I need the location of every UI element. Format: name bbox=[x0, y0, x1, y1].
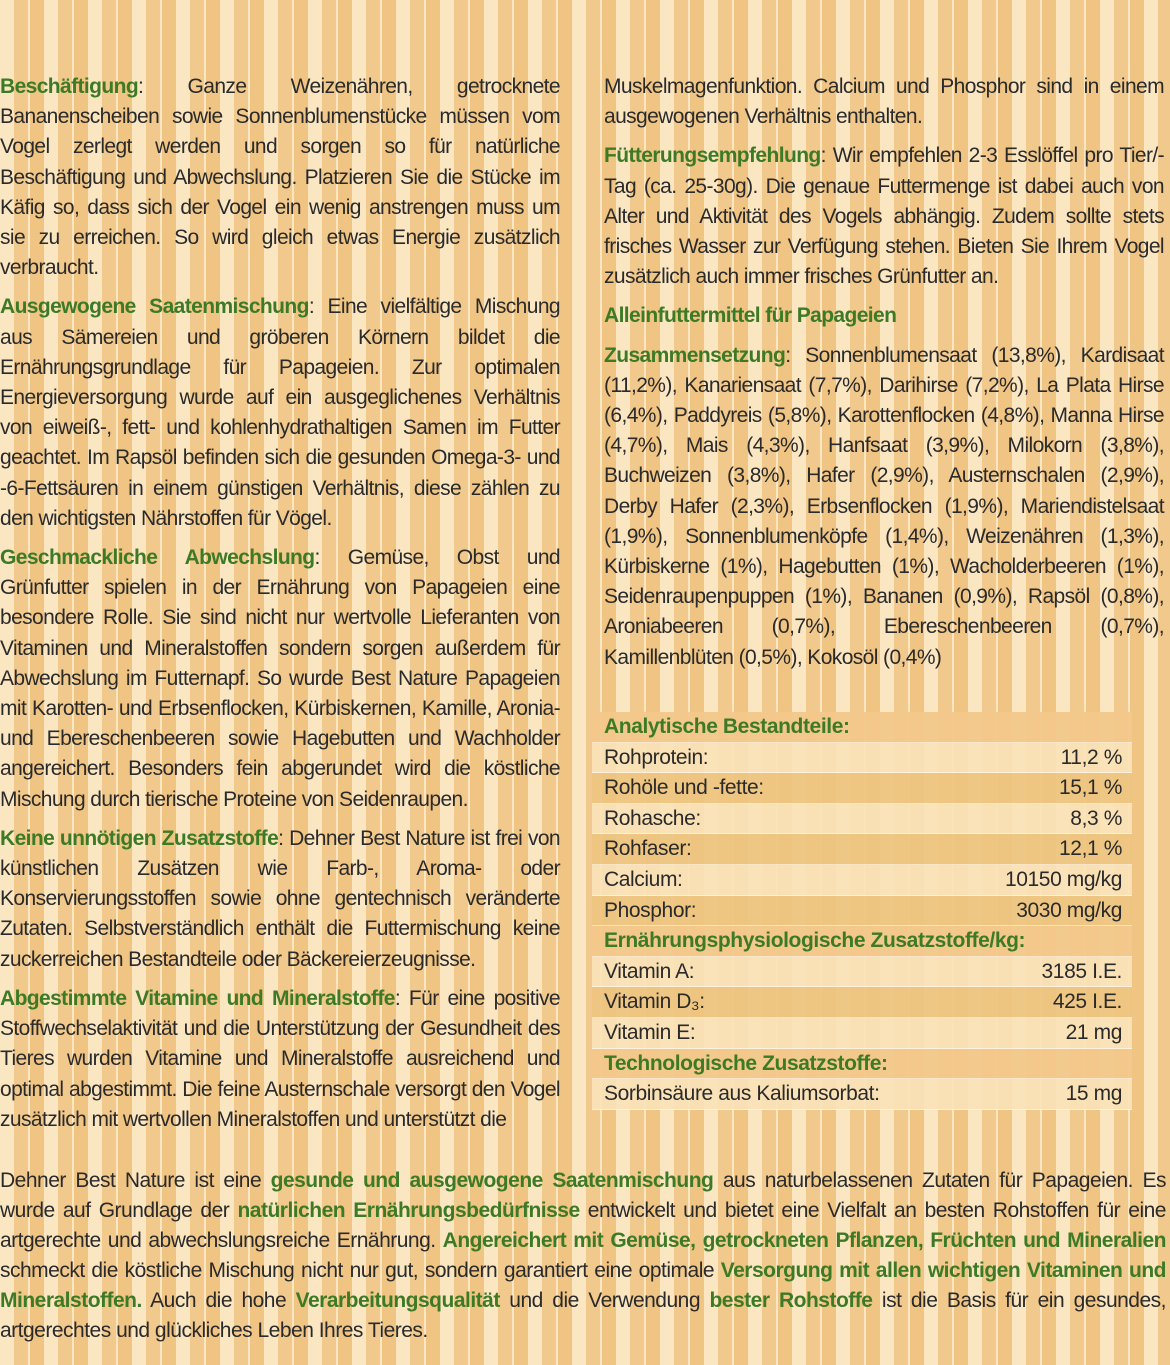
summary-paragraph: Dehner Best Nature ist eine gesunde und ausgewogene Saatenmischung aus naturbelassenen Zutaten für Papageien. Es wurde auf Grundlage der natürlichen Ernährungsbedürfnisse entwickelt und bietet eine Vielfalt an besten Rohstoffen für eine artgerechte und abwechslungsreiche Ernährung. Angereichert mit Gemüse, getrockneten Pflanzen, Früchten und Mineralien schmeckt die köstliche Mischung nicht nur gut, sondern garantiert eine optimale Versorgung mit allen wichtigen Vitaminen und Mineralstoffen. Auch die hohe Verarbeitungsqualität und die Verwendung bester Rohstoffe ist die Basis für ein gesundes, artgerechtes und glückliches Leben Ihres Tieres. bbox=[0, 1169, 1167, 1342]
summary-highlight: gesunde und ausgewogene Saatenmischung bbox=[270, 1169, 714, 1192]
text-vitamine: : Für eine positive Stoffwechselaktivität und die Unterstützung der Gesundheit des Tieres wurden Vitamine und Mineralstoffe ausreichend und optimal abgestimmt. Die feine Austernschale versorgt den Vogel zusätzlich mit wertvollen Mineralstoffen und unterstützt die bbox=[0, 986, 560, 1131]
text-abwechslung: : Gemüse, Obst und Grünfutter spielen in der Ernährung von Papageien eine besondere Rolle. Sie sind nicht nur wertvolle Lieferanten von Vitaminen und Mineralstoffen sondern sorgen außerdem für Abwechslung im Futternapf. So wurde Best Nature Papageien mit Karotten- und Erbsenflocken, Kürbiskernen, Kamille, Aronia- und Ebereschenbeeren sowie Hagebutten und Wachholder angereichert. Besonders fein abgerundet wird die köstliche Mischung durch tierische Proteine von Seidenraupen. bbox=[0, 546, 560, 811]
table-row: Vitamin A: 3185 I.E. bbox=[592, 957, 1132, 988]
section-title-alleinfuttermittel: Alleinfuttermittel für Papageien bbox=[604, 304, 897, 328]
heading-zusatzstoffe: Keine unnötigen Zusatzstoffe bbox=[0, 826, 279, 850]
summary-highlight: Angereichert mit Gemüse, getrockneten Pflanzen, Früchten und Mineralien bbox=[442, 1229, 1167, 1252]
table-row: Rohöle und -fette: 15,1 % bbox=[592, 773, 1132, 804]
paragraph-muskelmagen: Muskelmagenfunktion. Calcium und Phosphor sind in einem ausgewogenen Verhältnis enthalten. bbox=[604, 75, 1164, 129]
table-row: Sorbinsäure aus Kaliumsorbat: 15 mg bbox=[592, 1079, 1132, 1110]
text-zusatzstoffe: : Dehner Best Nature ist frei von künstlichen Zusätzen wie Farb-, Aroma- oder Konservierungsstoffen sowie ohne gentechnisch veränderte Zutaten. Selbstverständlich enthält die Futtermischung keine zuckerreichen Bestandteile oder Bäckereierzeugnisse. bbox=[0, 826, 561, 971]
paragraph-zusammensetzung bbox=[604, 341, 1164, 673]
paragraph-beschaeftigung bbox=[0, 72, 560, 283]
table-row: Rohfaser: 12,1 % bbox=[592, 834, 1132, 865]
text-fuetterung: : Wir empfehlen 2-3 Esslöffel pro Tier/-Tag (ca. 25-30g). Die genaue Futtermenge ist dabei auch von Alter und Aktivität des Vogels abhängig. Zudem sollte stets frisches Wasser zur Verfügung stehen. Bieten Sie Ihrem Vogel zusätzlich auch immer frisches Grünfutter an. bbox=[604, 144, 1164, 289]
table-row: Rohprotein: 11,2 % bbox=[592, 743, 1132, 774]
summary-highlight: Verarbeitungsqualität bbox=[295, 1289, 500, 1312]
summary-highlight: Versorgung mit allen wichtigen Vitaminen und Mineralstoffen. bbox=[0, 1259, 1167, 1312]
table-row: Vitamin D₃: 425 I.E. bbox=[592, 987, 1132, 1018]
analysis-heading-analytisch: Analytische Bestandteile: bbox=[592, 712, 1132, 743]
heading-saatenmischung: Ausgewogene Saatenmischung bbox=[0, 295, 309, 319]
text-zusammensetzung: : Sonnenblumensaat (13,8%), Kardisaat (11,2%), Kanariensaat (7,7%), Darihirse (7,2%), La Plata Hirse (6,4%), Paddyreis (5,8%), Karottenflocken (4,8%), Manna Hirse (4,7%), Mais (4,3%), Hanfsaat (3,9%), Milokorn (3,8%), Buchweizen (3,8%), Hafer (2,9%), Austernschalen (2,9%), Derby Hafer (2,3%), Erbsenflocken (1,9%), Mariendistelsaat (1,9%), Sonnenblumenköpfe (1,4%), Weizenähren (1,3%), Kürbiskerne (1%), Hagebutten (1%), Wacholderbeeren (1%), Seidenraupenpuppen (1%), Bananen (0,9%), Rapsöl (0,8%), Aroniabeeren (0,7%), Ebereschenbeeren (0,7%), Kamillenblüten (0,5%), Kokosöl (0,4%) bbox=[604, 343, 1164, 669]
analysis-table bbox=[592, 712, 1132, 1110]
paragraph-zusatzstoffe bbox=[0, 824, 560, 975]
analysis-heading-technologisch: Technologische Zusatzstoffe: bbox=[592, 1049, 1132, 1080]
bottom-summary bbox=[0, 1166, 1166, 1346]
analysis-heading-ernaehrung: Ernährungsphysiologische Zusatzstoffe/kg: bbox=[592, 926, 1132, 957]
heading-vitamine: Abgestimmte Vitamine und Mineralstoffe bbox=[0, 986, 395, 1010]
paragraph-saatenmischung bbox=[0, 292, 560, 534]
paragraph-fuetterung bbox=[604, 141, 1164, 292]
heading-fuetterung: Fütterungsempfehlung bbox=[604, 144, 821, 168]
right-column bbox=[604, 72, 1164, 673]
paragraph-vitamine bbox=[0, 984, 560, 1135]
text-saatenmischung: : Eine vielfältige Mischung aus Sämereien und gröberen Körnern bildet die Ernährungsgrundlage für Papageien. Zur optimalen Energieversorgung wurde auf ein ausgeglichenes Verhältnis von eiweiß-, fett- und kohlenhydrathaltigen Samen im Futter geachtet. Im Rapsöl befinden sich die gesunden Omega-3- und -6-Fettsäuren in einem günstigen Verhältnis, diese zählen zu den wichtigsten Nährstoffen für Vögel. bbox=[0, 295, 560, 530]
table-row: Rohasche: 8,3 % bbox=[592, 804, 1132, 835]
heading-abwechslung: Geschmackliche Abwechslung bbox=[0, 546, 315, 570]
table-row: Vitamin E: 21 mg bbox=[592, 1018, 1132, 1049]
paragraph-abwechslung bbox=[0, 543, 560, 815]
summary-highlight: natürlichen Ernährungsbedürfnisse bbox=[237, 1199, 580, 1222]
heading-zusammensetzung: Zusammensetzung bbox=[604, 343, 786, 367]
table-row: Calcium: 10150 mg/kg bbox=[592, 865, 1132, 896]
heading-beschaeftigung: Beschäftigung bbox=[0, 75, 139, 98]
left-column bbox=[0, 72, 560, 1135]
summary-highlight: bester Rohstoffe bbox=[709, 1289, 873, 1312]
table-row: Phosphor: 3030 mg/kg bbox=[592, 896, 1132, 927]
text-beschaeftigung: : Ganze Weizenähren, getrocknete Bananenscheiben sowie Sonnenblumenstücke müssen vom Vogel zerlegt werden und sorgen so für natürliche Beschäftigung und Abwechslung. Platzieren Sie die Stücke im Käfig so, dass sich der Vogel ein wenig anstrengen muss um sie zu erreichen. So wird gleich etwas Energie zusätzlich verbraucht. bbox=[0, 75, 560, 280]
